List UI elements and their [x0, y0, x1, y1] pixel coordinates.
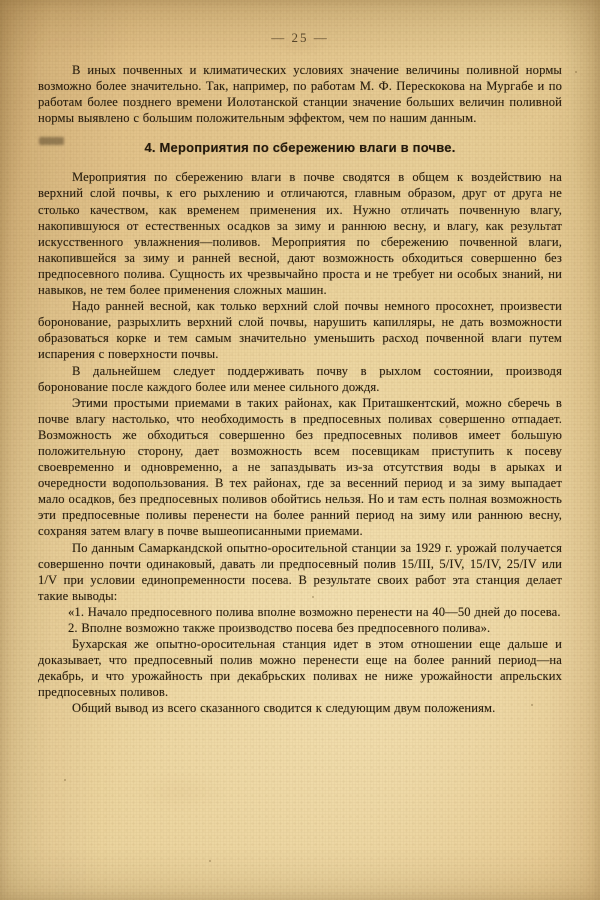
- scan-speck: [209, 860, 211, 862]
- paragraph: В иных почвенных и климатических условиях значение величины поливной нормы возможно более значительно. Так, например, по работам М. Ф. Перескокова на Мургабе и по работам более позднего времени Иолотанской станции значение больших величин поливной нормы выявлено с большим положительным эффектом, чем по нашим данным.: [38, 63, 562, 126]
- spacer: [38, 156, 562, 169]
- paragraph: Общий вывод из всего сказанного сводится к следующим двум положениям.: [72, 701, 496, 716]
- page-number: — 25 —: [271, 30, 329, 45]
- section-heading: 4. Мероприятия по сбережению влаги в почве.: [144, 140, 456, 156]
- quote-list-item: 2. Вполне возможно также производство посева без предпосевного полива».: [68, 621, 491, 635]
- paragraph: Надо ранней весной, как только верхний слой почвы немного просохнет, произвести боронование, разрыхлить верхний слой почвы, нарушить капилляры, не дать возможности образоваться корке и тем самым значительно уменьшить расход почвенной влаги путем испарения с поверхности почвы.: [38, 299, 562, 362]
- text-column: [38, 62, 562, 717]
- spacer: [38, 126, 562, 140]
- paragraph: Бухарская же опытно-оросительная станция идет в этом отношении еще дальше и доказывает, что предпосевный полив можно перенести еще на более ранний период—на декабрь, и что урожайность при декабрьских поливах не ниже урожайности апрельских предпосевных поливов.: [38, 637, 562, 700]
- paragraph: По данным Самаркандской опытно-оросительной станции за 1929 г. урожай получается совершенно почти одинаковый, давать ли предпосевный полив 15/III, 5/IV, 15/IV, 25/IV или 1/V при условии единопременности посева. В результате своих работ эта станция делает такие выводы:: [38, 540, 562, 603]
- scan-speck: [64, 779, 66, 781]
- paragraph: В дальнейшем следует поддерживать почву в рыхлом состоянии, производя боронование после каждого более или менее сильного дождя.: [38, 363, 562, 394]
- scan-speck: [575, 71, 577, 73]
- paragraph: Этими простыми приемами в таких районах, как Приташкентский, можно сберечь в почве влагу настолько, что необходимость в предпосевных поливах совершенно отпадает. Возможность же обходиться совершенно без предпосевных поливов имеет большую положительную сторону, дает возможность всем посевщикам приступить к посеву своевременно и одновременно, а не запаздывать из-за отсутствия воды в арыках и очередности водопользования. В тех районах, где за весенний период и за зиму выпадает мало осадков, без предпосевных поливов обойтись нельзя. Но и там есть полная возможность эти предпосевные поливы перенести на более ранний период на зиму или раннюю весну, сохраняя затем влагу в почве вышеописанными приемами.: [38, 395, 562, 539]
- paragraph: Мероприятия по сбережению влаги в почве сводятся в общем к воздействию на верхний слой почвы, к его рыхлению и отличаются, главным образом, друг от друга не столько качеством, как временем применения их. Нужно отличать почвенную влагу, накопившуюся от естественных осадков за зиму и раннюю весну, и влагу, как результат искусственного увлажнения—поливов. Мероприятия по сбережению почвенной влаги, накопившейся за зиму и ранней весной, дают возможность обходиться совершенно без предпосевного полива. Сущность их чрезвычайно проста и не требует ни особых знаний, ни навыков, не тем более применения сложных машин.: [38, 170, 562, 298]
- quote-list-item: «1. Начало предпосевного полива вполне возможно перенести на 40—50 дней до посева.: [68, 604, 561, 619]
